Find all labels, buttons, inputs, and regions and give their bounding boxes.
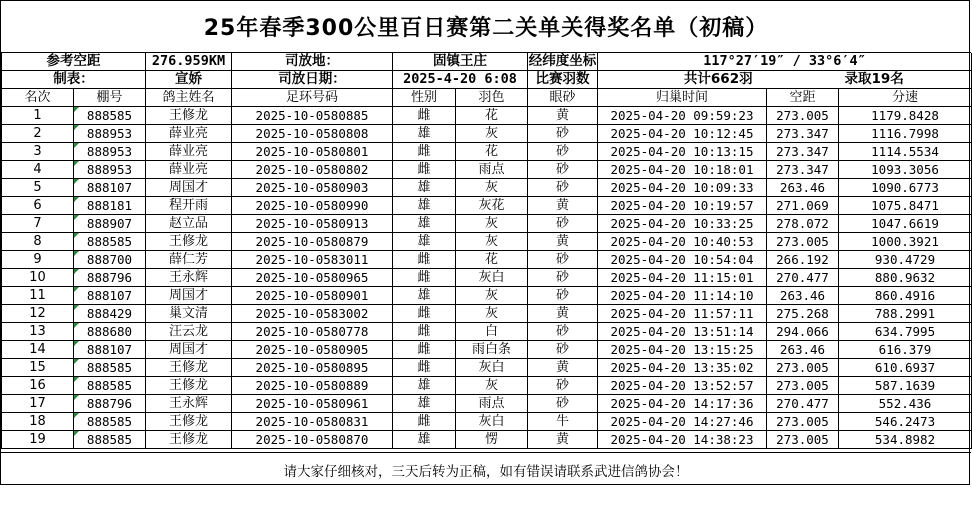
cell-loft-no: 888700 (74, 251, 146, 269)
cell-ring-no: 2025-10-0580901 (232, 287, 393, 305)
cell-feather-color: 愣 (456, 431, 528, 449)
cell-loft-no: 888953 (74, 143, 146, 161)
cell-rank: 8 (2, 233, 74, 251)
cell-eye-sand: 黄 (528, 305, 598, 323)
release-date-value: 2025-4-20 6:08 (393, 71, 528, 89)
cell-rank: 14 (2, 341, 74, 359)
cell-ring-no: 2025-10-0583002 (232, 305, 393, 323)
coordinate-value: 117°27′19″ / 33°6′4″ (598, 53, 972, 71)
info-row-2 (2, 71, 972, 89)
cell-rank: 12 (2, 305, 74, 323)
cell-owner-name: 王修龙 (146, 413, 232, 431)
cell-sex: 雌 (393, 323, 456, 341)
cell-eye-sand: 砂 (528, 323, 598, 341)
cell-arrival-time: 2025-04-20 11:57:11 (598, 305, 767, 323)
release-date-label: 司放日期： (232, 71, 393, 89)
column-header-arrival-time: 归巢时间 (598, 89, 767, 107)
cell-arrival-time: 2025-04-20 10:09:33 (598, 179, 767, 197)
cell-loft-no: 888107 (74, 179, 146, 197)
cell-sex: 雄 (393, 215, 456, 233)
cell-loft-no: 888181 (74, 197, 146, 215)
cell-eye-sand: 黄 (528, 431, 598, 449)
cell-ring-no: 2025-10-0580961 (232, 395, 393, 413)
cell-sex: 雄 (393, 233, 456, 251)
entries-accepted: 录取19名 (839, 71, 972, 89)
cell-sex: 雌 (393, 305, 456, 323)
cell-loft-no: 888585 (74, 413, 146, 431)
cell-distance: 263.46 (767, 179, 839, 197)
cell-arrival-time: 2025-04-20 11:15:01 (598, 269, 767, 287)
cell-eye-sand: 牛 (528, 413, 598, 431)
cell-arrival-time: 2025-04-20 10:19:57 (598, 197, 767, 215)
cell-sex: 雌 (393, 359, 456, 377)
cell-ring-no: 2025-10-0580808 (232, 125, 393, 143)
cell-rank: 1 (2, 107, 74, 125)
cell-arrival-time: 2025-04-20 13:15:25 (598, 341, 767, 359)
cell-sex: 雌 (393, 251, 456, 269)
cell-feather-color: 灰 (456, 287, 528, 305)
table-row (2, 125, 972, 143)
table-row (2, 413, 972, 431)
table-row (2, 359, 972, 377)
cell-eye-sand: 砂 (528, 215, 598, 233)
cell-speed: 1116.7998 (839, 125, 972, 143)
table-row (2, 305, 972, 323)
cell-arrival-time: 2025-04-20 13:35:02 (598, 359, 767, 377)
cell-owner-name: 王修龙 (146, 107, 232, 125)
table-row (2, 287, 972, 305)
cell-loft-no: 888680 (74, 323, 146, 341)
cell-feather-color: 白 (456, 323, 528, 341)
maker-value: 宣娇 (146, 71, 232, 89)
cell-owner-name: 汪云龙 (146, 323, 232, 341)
cell-eye-sand: 砂 (528, 269, 598, 287)
table-row (2, 377, 972, 395)
footer-notice: 请大家仔细核对，三天后转为正稿，如有错误请联系武进信鸽协会！ (1, 452, 971, 486)
cell-eye-sand: 砂 (528, 161, 598, 179)
cell-rank: 7 (2, 215, 74, 233)
cell-eye-sand: 砂 (528, 287, 598, 305)
cell-loft-no: 888429 (74, 305, 146, 323)
cell-eye-sand: 砂 (528, 179, 598, 197)
cell-owner-name: 王永辉 (146, 395, 232, 413)
cell-loft-no: 888585 (74, 431, 146, 449)
cell-distance: 266.192 (767, 251, 839, 269)
cell-eye-sand: 黄 (528, 197, 598, 215)
results-table (1, 53, 972, 449)
column-header-rank: 名次 (2, 89, 74, 107)
cell-sex: 雌 (393, 413, 456, 431)
table-row (2, 323, 972, 341)
cell-distance: 271.069 (767, 197, 839, 215)
cell-sex: 雄 (393, 125, 456, 143)
cell-owner-name: 薛业亮 (146, 125, 232, 143)
column-header-distance: 空距 (767, 89, 839, 107)
cell-eye-sand: 砂 (528, 125, 598, 143)
ref-distance-label: 参考空距 (2, 53, 146, 71)
cell-speed: 1093.3056 (839, 161, 972, 179)
cell-feather-color: 灰 (456, 179, 528, 197)
cell-distance: 270.477 (767, 395, 839, 413)
cell-feather-color: 花 (456, 143, 528, 161)
cell-arrival-time: 2025-04-20 11:14:10 (598, 287, 767, 305)
cell-rank: 18 (2, 413, 74, 431)
cell-owner-name: 王修龙 (146, 377, 232, 395)
cell-speed: 534.8982 (839, 431, 972, 449)
entries-label: 比赛羽数 (528, 71, 598, 89)
cell-arrival-time: 2025-04-20 10:54:04 (598, 251, 767, 269)
cell-owner-name: 薛业亮 (146, 161, 232, 179)
cell-speed: 880.9632 (839, 269, 972, 287)
cell-distance: 263.46 (767, 287, 839, 305)
cell-sex: 雌 (393, 107, 456, 125)
cell-speed: 587.1639 (839, 377, 972, 395)
cell-speed: 860.4916 (839, 287, 972, 305)
cell-rank: 19 (2, 431, 74, 449)
cell-feather-color: 花 (456, 251, 528, 269)
cell-feather-color: 灰花 (456, 197, 528, 215)
cell-eye-sand: 黄 (528, 107, 598, 125)
cell-feather-color: 灰 (456, 125, 528, 143)
cell-feather-color: 灰 (456, 233, 528, 251)
cell-eye-sand: 砂 (528, 143, 598, 161)
cell-distance: 273.005 (767, 107, 839, 125)
cell-eye-sand: 黄 (528, 233, 598, 251)
table-row (2, 233, 972, 251)
cell-ring-no: 2025-10-0580895 (232, 359, 393, 377)
ref-distance-value: 276.959KM (146, 53, 232, 71)
cell-owner-name: 王修龙 (146, 359, 232, 377)
page-title: 25年春季300公里百日赛第二关单关得奖名单（初稿） (1, 1, 971, 53)
cell-distance: 275.268 (767, 305, 839, 323)
cell-distance: 294.066 (767, 323, 839, 341)
cell-speed: 788.2991 (839, 305, 972, 323)
maker-label: 制表： (2, 71, 146, 89)
cell-ring-no: 2025-10-0580802 (232, 161, 393, 179)
column-header-loft-no: 棚号 (74, 89, 146, 107)
cell-rank: 13 (2, 323, 74, 341)
cell-eye-sand: 砂 (528, 395, 598, 413)
cell-distance: 273.005 (767, 413, 839, 431)
cell-feather-color: 灰白 (456, 269, 528, 287)
cell-loft-no: 888953 (74, 161, 146, 179)
cell-speed: 1090.6773 (839, 179, 972, 197)
column-header-owner-name: 鸽主姓名 (146, 89, 232, 107)
cell-loft-no: 888107 (74, 287, 146, 305)
cell-owner-name: 王修龙 (146, 233, 232, 251)
table-row (2, 197, 972, 215)
cell-sex: 雄 (393, 197, 456, 215)
cell-rank: 9 (2, 251, 74, 269)
cell-arrival-time: 2025-04-20 13:52:57 (598, 377, 767, 395)
cell-distance: 273.347 (767, 125, 839, 143)
column-header-row (2, 89, 972, 107)
cell-rank: 2 (2, 125, 74, 143)
cell-eye-sand: 砂 (528, 341, 598, 359)
column-header-sex: 性别 (393, 89, 456, 107)
info-row-1 (2, 53, 972, 71)
cell-loft-no: 888107 (74, 341, 146, 359)
cell-owner-name: 周国才 (146, 341, 232, 359)
cell-owner-name: 薛业亮 (146, 143, 232, 161)
cell-loft-no: 888796 (74, 269, 146, 287)
cell-rank: 15 (2, 359, 74, 377)
cell-arrival-time: 2025-04-20 10:12:45 (598, 125, 767, 143)
cell-sex: 雌 (393, 161, 456, 179)
cell-distance: 273.005 (767, 431, 839, 449)
entries-total: 共计662羽 (598, 71, 839, 89)
cell-distance: 273.347 (767, 161, 839, 179)
cell-arrival-time: 2025-04-20 14:38:23 (598, 431, 767, 449)
cell-feather-color: 花 (456, 107, 528, 125)
cell-rank: 16 (2, 377, 74, 395)
cell-sex: 雌 (393, 269, 456, 287)
cell-speed: 1179.8428 (839, 107, 972, 125)
cell-rank: 17 (2, 395, 74, 413)
cell-rank: 3 (2, 143, 74, 161)
cell-ring-no: 2025-10-0580889 (232, 377, 393, 395)
cell-feather-color: 雨点 (456, 395, 528, 413)
cell-sex: 雄 (393, 377, 456, 395)
cell-speed: 930.4729 (839, 251, 972, 269)
cell-distance: 273.005 (767, 359, 839, 377)
cell-distance: 278.072 (767, 215, 839, 233)
cell-eye-sand: 砂 (528, 377, 598, 395)
cell-rank: 6 (2, 197, 74, 215)
cell-speed: 634.7995 (839, 323, 972, 341)
release-site-label: 司放地： (232, 53, 393, 71)
cell-feather-color: 灰 (456, 377, 528, 395)
cell-arrival-time: 2025-04-20 14:27:46 (598, 413, 767, 431)
cell-arrival-time: 2025-04-20 10:13:15 (598, 143, 767, 161)
cell-ring-no: 2025-10-0580778 (232, 323, 393, 341)
cell-sex: 雄 (393, 395, 456, 413)
coordinate-label: 经纬度坐标 (528, 53, 597, 69)
cell-arrival-time: 2025-04-20 14:17:36 (598, 395, 767, 413)
cell-distance: 273.005 (767, 233, 839, 251)
cell-speed: 552.436 (839, 395, 972, 413)
cell-rank: 10 (2, 269, 74, 287)
cell-eye-sand: 黄 (528, 359, 598, 377)
table-row (2, 215, 972, 233)
cell-sex: 雌 (393, 341, 456, 359)
cell-speed: 1114.5534 (839, 143, 972, 161)
cell-speed: 610.6937 (839, 359, 972, 377)
cell-ring-no: 2025-10-0580879 (232, 233, 393, 251)
cell-sex: 雄 (393, 431, 456, 449)
release-site-value: 固镇王庄 (393, 53, 528, 71)
cell-ring-no: 2025-10-0580885 (232, 107, 393, 125)
table-row (2, 395, 972, 413)
cell-loft-no: 888585 (74, 233, 146, 251)
cell-rank: 11 (2, 287, 74, 305)
cell-owner-name: 程开雨 (146, 197, 232, 215)
cell-feather-color: 灰白 (456, 359, 528, 377)
cell-ring-no: 2025-10-0580913 (232, 215, 393, 233)
cell-owner-name: 赵立品 (146, 215, 232, 233)
cell-ring-no: 2025-10-0580801 (232, 143, 393, 161)
cell-ring-no: 2025-10-0580905 (232, 341, 393, 359)
cell-owner-name: 周国才 (146, 287, 232, 305)
cell-distance: 273.347 (767, 143, 839, 161)
cell-distance: 270.477 (767, 269, 839, 287)
table-row (2, 143, 972, 161)
table-row (2, 179, 972, 197)
cell-owner-name: 巢文清 (146, 305, 232, 323)
table-row (2, 161, 972, 179)
cell-feather-color: 灰白 (456, 413, 528, 431)
column-header-eye-sand: 眼砂 (528, 89, 598, 107)
cell-ring-no: 2025-10-0580903 (232, 179, 393, 197)
cell-eye-sand: 砂 (528, 251, 598, 269)
cell-ring-no: 2025-10-0580990 (232, 197, 393, 215)
cell-feather-color: 雨点 (456, 161, 528, 179)
table-row (2, 107, 972, 125)
cell-sex: 雄 (393, 287, 456, 305)
cell-ring-no: 2025-10-0580870 (232, 431, 393, 449)
table-row (2, 251, 972, 269)
cell-owner-name: 薛仁芳 (146, 251, 232, 269)
cell-feather-color: 雨白条 (456, 341, 528, 359)
cell-loft-no: 888796 (74, 395, 146, 413)
cell-sex: 雌 (393, 143, 456, 161)
cell-arrival-time: 2025-04-20 10:33:25 (598, 215, 767, 233)
cell-loft-no: 888585 (74, 107, 146, 125)
column-header-ring-no: 足环号码 (232, 89, 393, 107)
cell-distance: 263.46 (767, 341, 839, 359)
table-row (2, 269, 972, 287)
cell-feather-color: 灰 (456, 215, 528, 233)
cell-ring-no: 2025-10-0583011 (232, 251, 393, 269)
cell-owner-name: 王修龙 (146, 431, 232, 449)
cell-sex: 雄 (393, 179, 456, 197)
table-row (2, 431, 972, 449)
cell-distance: 273.005 (767, 377, 839, 395)
cell-speed: 1047.6619 (839, 215, 972, 233)
cell-loft-no: 888585 (74, 377, 146, 395)
cell-owner-name: 周国才 (146, 179, 232, 197)
cell-rank: 5 (2, 179, 74, 197)
cell-ring-no: 2025-10-0580965 (232, 269, 393, 287)
cell-speed: 1075.8471 (839, 197, 972, 215)
cell-ring-no: 2025-10-0580831 (232, 413, 393, 431)
cell-owner-name: 王永辉 (146, 269, 232, 287)
cell-arrival-time: 2025-04-20 10:40:53 (598, 233, 767, 251)
cell-speed: 616.379 (839, 341, 972, 359)
column-header-speed: 分速 (839, 89, 972, 107)
cell-arrival-time: 2025-04-20 09:59:23 (598, 107, 767, 125)
cell-loft-no: 888953 (74, 125, 146, 143)
table-row (2, 341, 972, 359)
cell-speed: 546.2473 (839, 413, 972, 431)
cell-loft-no: 888585 (74, 359, 146, 377)
column-header-feather-color: 羽色 (456, 89, 528, 107)
cell-speed: 1000.3921 (839, 233, 972, 251)
cell-rank: 4 (2, 161, 74, 179)
cell-arrival-time: 2025-04-20 10:18:01 (598, 161, 767, 179)
cell-arrival-time: 2025-04-20 13:51:14 (598, 323, 767, 341)
cell-feather-color: 灰 (456, 305, 528, 323)
cell-loft-no: 888907 (74, 215, 146, 233)
